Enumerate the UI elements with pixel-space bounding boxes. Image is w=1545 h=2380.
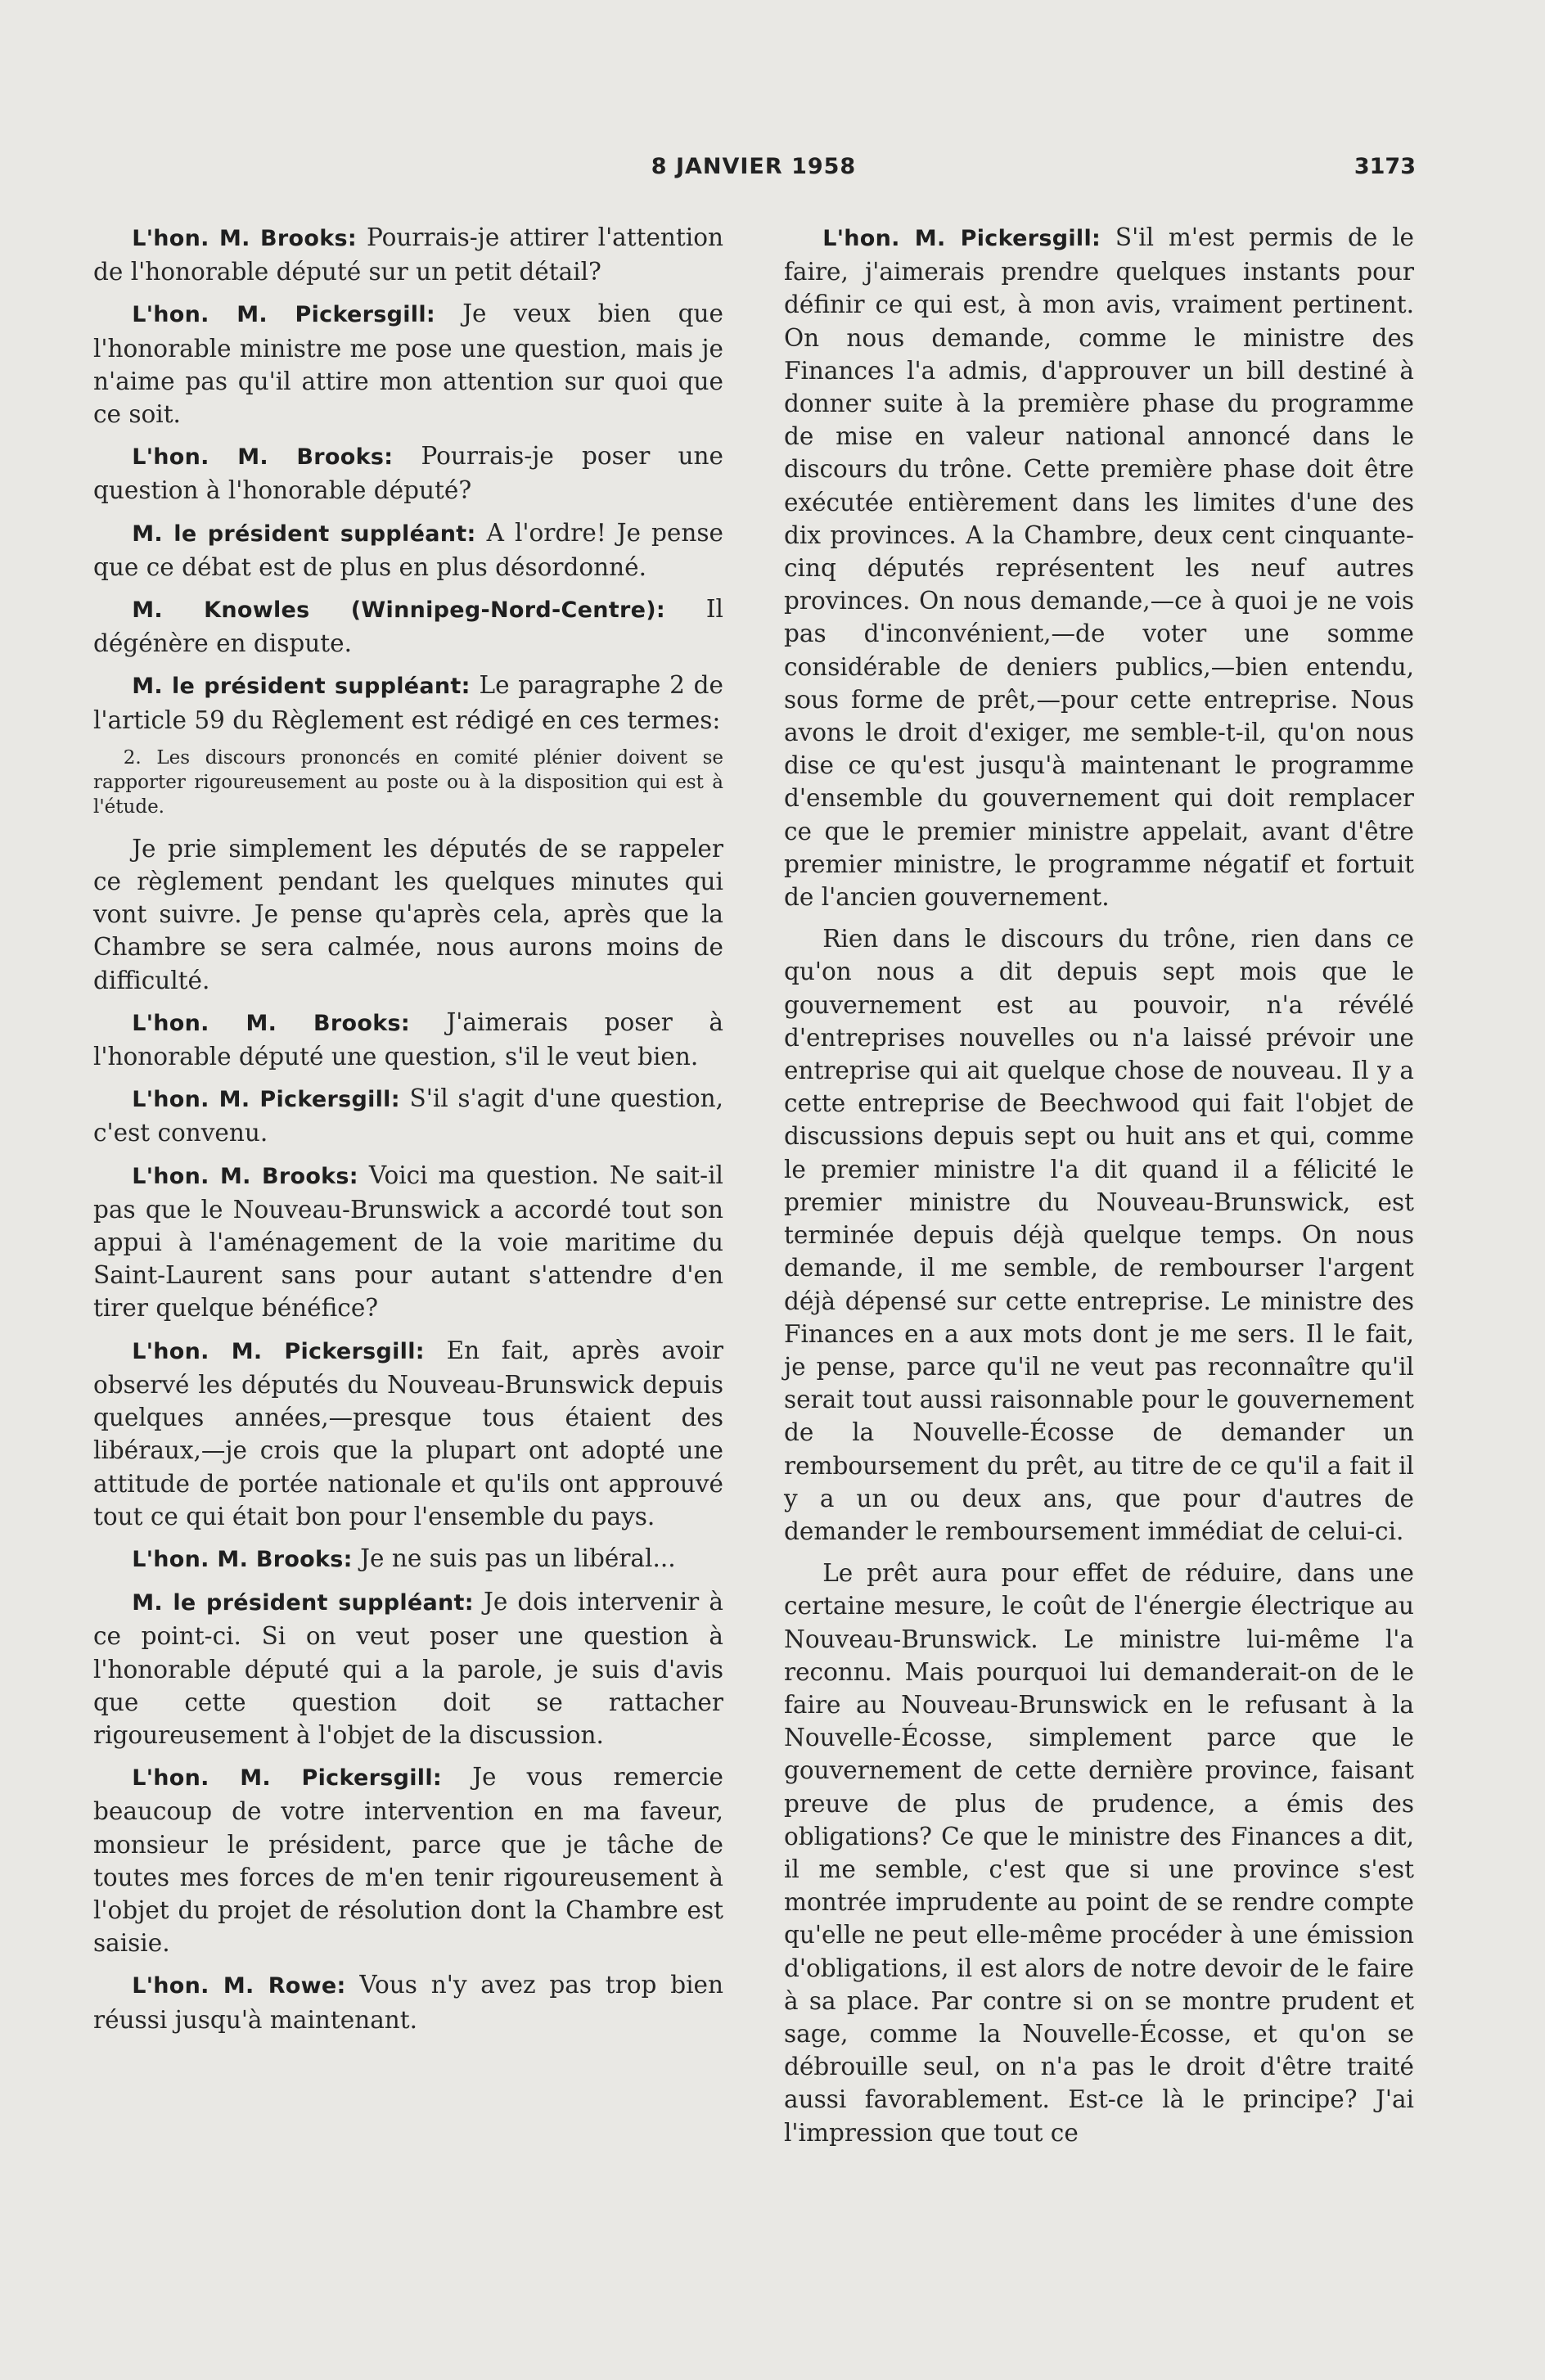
paragraph: [93, 1159, 723, 1325]
paragraph-text: A l'ordre! Je pense que ce débat est de plus en plus désordonné.: [93, 518, 723, 581]
paragraph: [93, 1760, 723, 1959]
speaker-name: L'hon. M. Brooks:: [132, 1163, 358, 1189]
paragraph-text: Le prêt aura pour effet de réduire, dans une certaine mesure, le coût de l'énergie électrique au Nouveau-Brunswick. Le ministre lui-même l'a reconnu. Mais pourquoi lui demanderait-on de le faire au Nouveau-Brunswick en le refusant à la Nouvelle-Écosse, simplement parce que le gouvernement de cette dernière province, faisant preuve de plus de prudence, a émis des obligations? Ce que le ministre des Finances a dit, il me semble, c'est que si une province s'est montrée imprudente au point de se rendre compte qu'elle ne peut elle-même procéder à une émission d'obligations, il est alors de notre devoir de le faire à sa place. Par contre si on se montre prudent et sage, comme la Nouvelle-Écosse, et qu'on se débrouille seul, on n'a pas le droit d'être traité aussi favorablement. Est-ce là le principe? J'ai l'impression que tout ce: [784, 1559, 1414, 2147]
speaker-name: L'hon. M. Brooks:: [132, 1546, 353, 1572]
paragraph-text: Pourrais-je attirer l'attention de l'honorable député sur un petit détail?: [93, 223, 723, 286]
paragraph-text: Pourrais-je poser une question à l'honorable député?: [93, 442, 723, 505]
paragraph: [93, 593, 723, 660]
paragraph: [784, 1557, 1414, 2149]
speaker-name: L'hon. M. Pickersgill:: [132, 1338, 425, 1364]
paragraph: [93, 1968, 723, 2035]
paragraph: [784, 922, 1414, 1548]
paragraph: [93, 297, 723, 430]
speaker-name: L'hon. M. Brooks:: [132, 444, 394, 471]
speaker-name: L'hon. M. Rowe:: [132, 1973, 346, 1999]
speaker-name: L'hon. M. Pickersgill:: [132, 302, 435, 328]
speaker-name: L'hon. M. Pickersgill:: [132, 1765, 442, 1792]
speaker-name: L'hon. M. Brooks:: [132, 226, 357, 251]
paragraph: [93, 439, 723, 507]
left-column: [93, 221, 723, 2045]
paragraph: [93, 669, 723, 736]
paragraph-text: En fait, après avoir observé les députés du Nouveau-Brunswick depuis quelques années,—presque tous étaient des libéraux,—je crois que la plupart ont adopté une attitude de portée nationale et qu'ils ont approuvé tout ce qui était bon pour l'ensemble du pays.: [93, 1336, 723, 1530]
paragraph-text: Je ne suis pas un libéral...: [360, 1544, 676, 1572]
paragraph: [93, 1006, 723, 1073]
paragraph: [93, 221, 723, 288]
page-number: 3173: [1354, 154, 1416, 179]
speaker-name: M. le président suppléant:: [132, 521, 476, 547]
header-date: 8 JANVIER 1958: [651, 154, 857, 179]
paragraph: [93, 832, 723, 997]
paragraph: [93, 516, 723, 584]
paragraph: [93, 1334, 723, 1533]
paragraph-text: J'aimerais poser à l'honorable député une question, s'il le veut bien.: [93, 1007, 723, 1071]
paragraph: [93, 1082, 723, 1149]
paragraph-text: Il dégénère en dispute.: [93, 595, 723, 658]
paragraph-text: Je veux bien que l'honorable ministre me pose une question, mais je n'aime pas qu'il attire mon attention sur quoi que ce soit.: [93, 300, 723, 429]
speaker-name: M. Knowles (Winnipeg-Nord-Centre):: [132, 597, 665, 624]
paragraph: [93, 1585, 723, 1751]
paragraph-text: Voici ma question. Ne sait-il pas que le Nouveau-Brunswick a accordé tout son appui à l'aménagement de la voie maritime du Saint-Laurent sans pour autant s'attendre d'en tirer quelque bénéfice?: [93, 1161, 723, 1323]
speaker-name: L'hon. M. Pickersgill:: [132, 1087, 400, 1113]
paragraph-text: Je vous remercie beaucoup de votre intervention en ma faveur, monsieur le président, parce que je tâche de toutes mes forces de m'en tenir rigoureusement à l'objet du projet de résolution dont la Chambre est saisie.: [93, 1763, 723, 1958]
speaker-name: L'hon. M. Pickersgill:: [822, 226, 1101, 251]
paragraph-text: Je prie simplement les députés de se rappeler ce règlement pendant les quelques minutes qui vont suivre. Je pense qu'après cela, après que la Chambre se sera calmée, nous aurons moins de difficulté.: [93, 834, 723, 994]
paragraph-text: Rien dans le discours du trône, rien dans ce qu'on nous a dit depuis sept mois que le gouvernement est au pouvoir, n'a révélé d'entreprises nouvelles ou n'a laissé prévoir une entreprise qui ait quelque chose de nouveau. Il y a cette entreprise de Beechwood qui fait l'objet de discussions depuis sept ou huit ans et qui, comme le premier ministre l'a dit quand il a félicité le premier ministre du Nouveau-Brunswick, est terminée depuis déjà quelque temps. On nous demande, il me semble, de rembourser l'argent déjà dépensé sur cette entreprise. Le ministre des Finances en a aux mots dont je me sers. Il le fait, je pense, parce qu'il ne veut pas reconnaître qu'il serait tout aussi raisonnable pour le gouvernement de la Nouvelle-Écosse de demander un remboursement du prêt, au titre de ce qu'il a fait il y a un ou deux ans, que pour d'autres de demander le remboursement immédiat de celui-ci.: [784, 925, 1414, 1545]
rule-quote: 2. Les discours prononcés en comité plénier doivent se rapporter rigoureusement au poste ou à la disposition qui est à l'étude.: [93, 746, 723, 818]
paragraph-text: Vous n'y avez pas trop bien réussi jusqu'à maintenant.: [93, 1971, 723, 2034]
paragraph-text: S'il m'est permis de le faire, j'aimerais prendre quelques instants pour définir ce qui est, à mon avis, vraiment pertinent. On nous demande, comme le ministre des Finances l'a admis, d'approuver un bill destiné à donner suite à la première phase du programme de mise en valeur national annoncé dans le discours du trône. Cette première phase doit être exécutée entièrement dans les limites d'une des dix provinces. A la Chambre, deux cent cinquante-cinq députés représentent les neuf autres provinces. On nous demande,—ce à quoi je ne vois pas d'inconvénient,—de voter une somme considérable de deniers publics,—bien entendu, sous forme de prêt,—pour cette entreprise. Nous avons le droit d'exiger, me semble-t-il, qu'on nous dise ce qu'est jusqu'à maintenant le programme d'ensemble du gouvernement qui doit remplacer ce que le premier ministre appelait, avant d'être premier ministre, le programme négatif et fortuit de l'ancien gouvernement.: [784, 223, 1414, 912]
paragraph: [93, 1542, 723, 1576]
page-header: [92, 154, 1416, 190]
speaker-name: M. le président suppléant:: [132, 674, 471, 700]
right-column: [784, 221, 1414, 2158]
paragraph: [784, 221, 1414, 913]
paragraph-text: Je dois intervenir à ce point-ci. Si on veut poser une question à l'honorable député qui a la parole, je suis d'avis que cette question doit se rattacher rigoureusement à l'objet de la discussion.: [93, 1588, 723, 1749]
speaker-name: M. le président suppléant:: [132, 1590, 474, 1616]
speaker-name: L'hon. M. Brooks:: [132, 1010, 410, 1036]
paragraph-text: Le paragraphe 2 de l'article 59 du Règlement est rédigé en ces termes:: [93, 671, 723, 734]
paragraph-text: S'il s'agit d'une question, c'est convenu.: [93, 1084, 723, 1147]
